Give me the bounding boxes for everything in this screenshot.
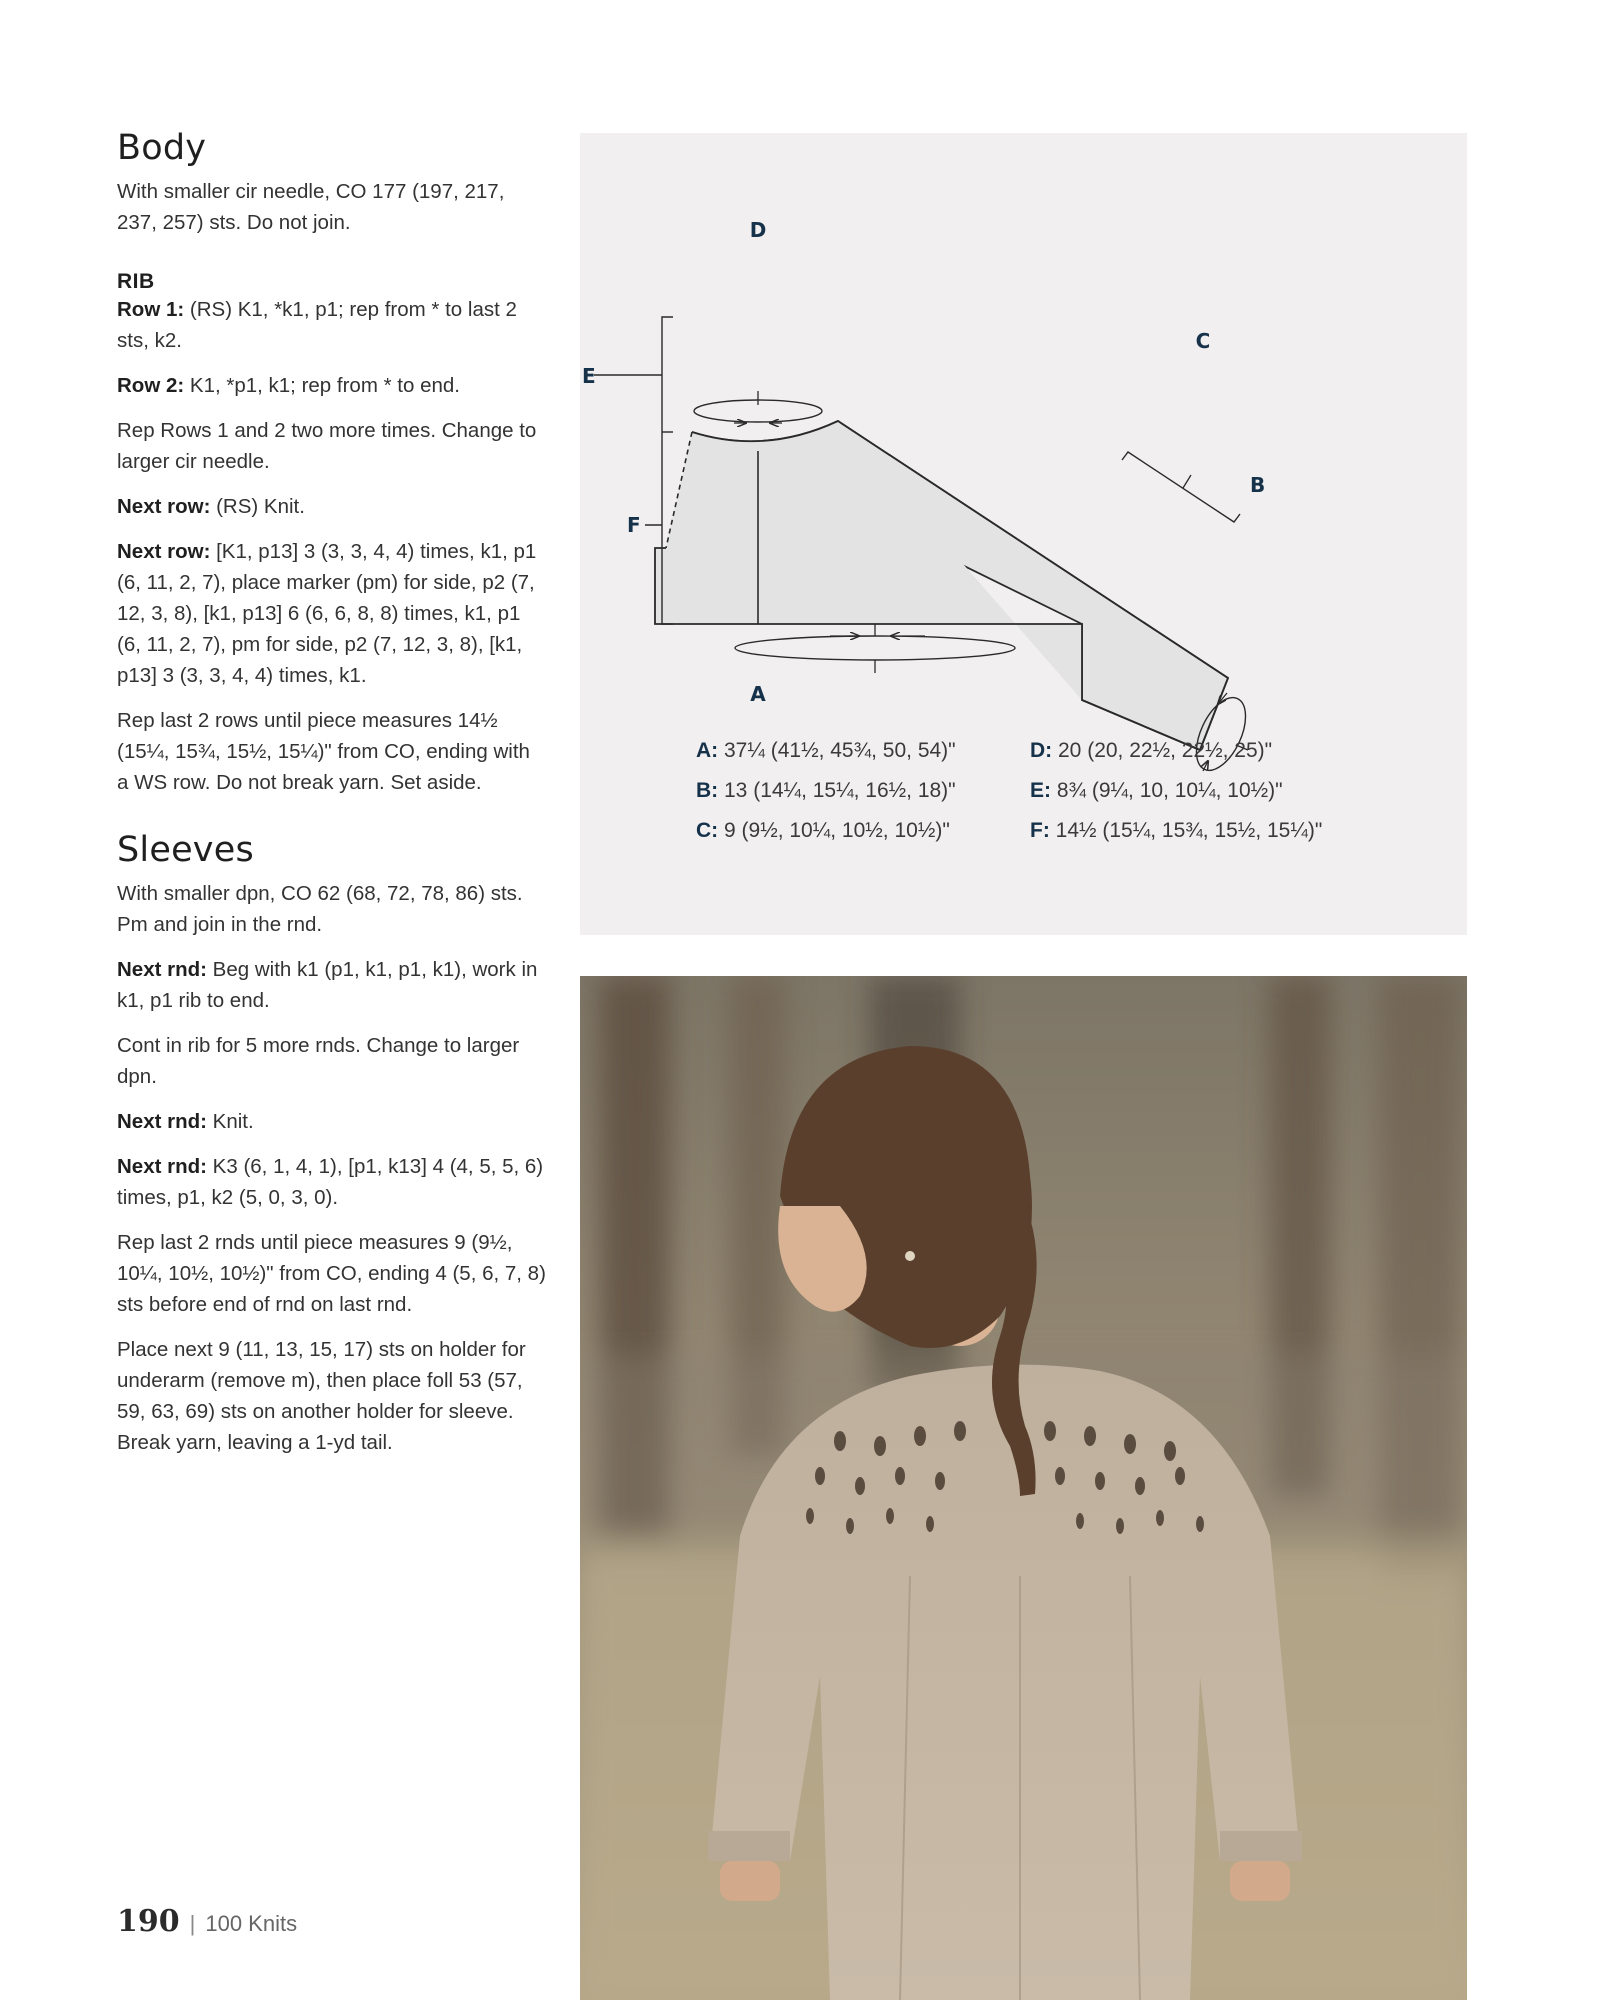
footer-separator: | [189, 1911, 196, 1936]
body-rep-last: Rep last 2 rows until piece measures 14½ (15¼, 15¾, 15½, 15¼)" from CO, ending with a WS row. Do not break yarn. Set aside. [117, 709, 530, 794]
measurement-value: 9 (9½, 10¼, 10½, 10½)" [718, 819, 950, 842]
measurement-key: D: [1030, 739, 1053, 762]
measurement-key: A: [696, 739, 719, 762]
right-cuff [1220, 1831, 1302, 1861]
rib-row-2 [117, 370, 547, 401]
sleeve-next-rnd-knit [117, 1106, 547, 1137]
body-heading: Body [117, 128, 207, 168]
measurement-e [1030, 779, 1283, 803]
next-row-text: [K1, p13] 3 (3, 3, 4, 4) times, k1, p1 (6, 11, 2, 7), place marker (pm) for side, p2 (7, 12, 3, 8), [k1, p13] 6 (6, 6, 8, 8) times, k1, p1 (6, 11, 2, 7), pm for side, p2 (7, 12, 3, 8), [k1, p13] 3 (3, 3, 4, 4) times, k1. [117, 540, 537, 687]
measurement-value: 13 (14¼, 15¼, 16½, 18)" [718, 779, 956, 802]
measurement-c [696, 819, 950, 843]
measurement-value: 14½ (15¼, 15¾, 15½, 15¼)" [1049, 819, 1323, 842]
rep-rows: Rep Rows 1 and 2 two more times. Change to larger cir needle. [117, 419, 537, 473]
measurement-value: 20 (20, 22½, 22½, 25)" [1052, 739, 1273, 762]
measurement-b [696, 779, 956, 803]
row-2-label: Row 2: [117, 374, 185, 397]
next-rnd-label: Next rnd: [117, 1155, 207, 1178]
sleeve-next-rnd-pattern [117, 1151, 547, 1213]
label-e: E [582, 364, 596, 388]
sleeve-cont: Cont in rib for 5 more rnds. Change to larger dpn. [117, 1034, 520, 1088]
schematic-diagram [580, 133, 1467, 935]
measurement-key: F: [1030, 819, 1050, 842]
next-rnd-text: Beg with k1 (p1, k1, p1, k1), work in k1, p1 rib to end. [117, 958, 538, 1012]
sleeve-place: Place next 9 (11, 13, 15, 17) sts on holder for underarm (remove m), then place foll 53 (57, 59, 63, 69) sts on another holder for sleeve. Break yarn, leaving a 1-yd tail. [117, 1338, 526, 1454]
rib-heading: RIB [117, 270, 155, 293]
instructions-column [117, 128, 547, 1472]
c-bracket [1122, 452, 1240, 522]
measurement-d [1030, 739, 1272, 763]
label-d: D [749, 218, 767, 242]
measurement-key: E: [1030, 779, 1051, 802]
measurement-f [1030, 819, 1322, 843]
left-hand [720, 1861, 780, 1901]
sleeves-heading: Sleeves [117, 830, 254, 870]
label-a: A [750, 682, 766, 706]
sleeve-next-rnd-rib [117, 954, 547, 1016]
next-rnd-text: Knit. [206, 1110, 254, 1133]
next-row-text: (RS) Knit. [210, 495, 305, 518]
measurement-a [696, 739, 956, 763]
c-tick [1183, 475, 1191, 488]
body-intro: With smaller cir needle, CO 177 (197, 217, 237, 257) sts. Do not join. [117, 180, 505, 234]
left-cuff [708, 1831, 790, 1861]
measurement-key: C: [696, 819, 719, 842]
earring [905, 1251, 915, 1261]
next-rnd-label: Next rnd: [117, 958, 207, 981]
model-photo [580, 976, 1467, 2000]
row-2-text: K1, *p1, k1; rep from * to end. [184, 374, 460, 397]
row-1-text: (RS) K1, *k1, p1; rep from * to last 2 sts, k2. [117, 298, 517, 352]
measurement-value: 37¼ (41½, 45¾, 50, 54)" [718, 739, 956, 762]
next-row-pattern [117, 536, 547, 691]
a-loop [735, 636, 1015, 660]
measurement-value: 8¾ (9¼, 10, 10¼, 10½)" [1051, 779, 1283, 802]
page-footer [117, 1904, 297, 1939]
next-rnd-text: K3 (6, 1, 4, 1), [p1, k13] 4 (4, 5, 5, 6) times, p1, k2 (5, 0, 3, 0). [117, 1155, 544, 1209]
label-b: B [1250, 473, 1266, 497]
measurement-key: B: [696, 779, 719, 802]
label-c: C [1195, 329, 1211, 353]
schematic-panel [580, 133, 1467, 935]
next-row-knit [117, 491, 547, 522]
label-f: F [627, 513, 641, 537]
sleeve-rep-last: Rep last 2 rnds until piece measures 9 (9½, 10¼, 10½, 10½)" from CO, ending 4 (5, 6, 7, 8) sts before end of rnd on last rnd. [117, 1231, 546, 1316]
sleeves-intro: With smaller dpn, CO 62 (68, 72, 78, 86) sts. Pm and join in the rnd. [117, 882, 523, 936]
next-rnd-label: Next rnd: [117, 1110, 207, 1133]
photo-illustration [580, 976, 1467, 2000]
next-row-label: Next row: [117, 495, 211, 518]
next-row-label: Next row: [117, 540, 211, 563]
page-number: 190 [117, 1904, 180, 1939]
row-1-label: Row 1: [117, 298, 185, 321]
right-hand [1230, 1861, 1290, 1901]
book-title: 100 Knits [205, 1911, 298, 1936]
rib-row-1 [117, 294, 547, 356]
